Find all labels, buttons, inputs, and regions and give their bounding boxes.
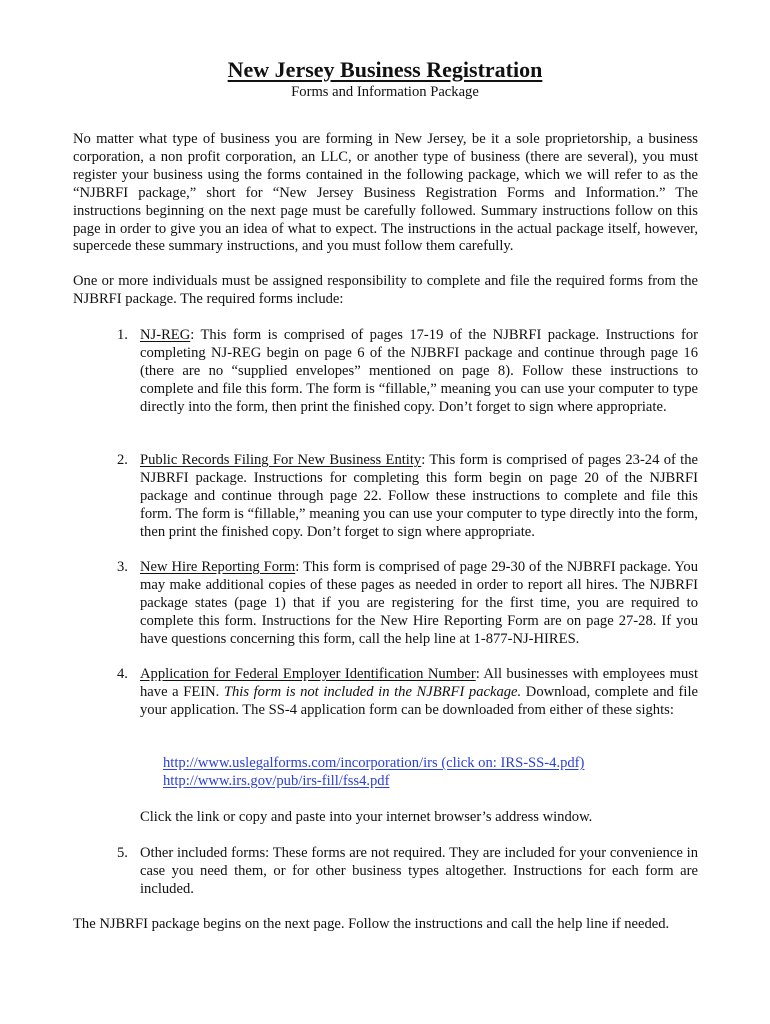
page-title: New Jersey Business Registration (227, 57, 543, 82)
responsibility-paragraph: One or more individuals must be assigned responsibility to complete and file the required forms from the NJBRFI package. The required forms include: (73, 273, 698, 307)
list-item-text: : All businesses with employees must have a FEIN. (140, 666, 698, 700)
page-subtitle: Forms and Information Package (291, 84, 479, 100)
form-name-nj-reg: NJ-REG (140, 327, 191, 343)
list-number: 3. (117, 559, 128, 575)
list-item-nj-reg (117, 327, 698, 417)
list-number: 1. (117, 327, 128, 343)
list-item-body (140, 666, 698, 720)
list-item-fein (117, 666, 698, 720)
list-number: 2. (117, 452, 128, 468)
form-name-fein: Application for Federal Employer Identification Number (140, 666, 476, 682)
uslegalforms-link[interactable]: http://www.uslegalforms.com/incorporation/irs (click on: IRS-SS-4.pdf) (163, 755, 585, 771)
list-item-body (140, 559, 698, 649)
list-item-new-hire (117, 559, 698, 649)
form-name-public-records: Public Records Filing For New Business Entity (140, 452, 422, 468)
form-name-new-hire: New Hire Reporting Form (140, 559, 296, 575)
list-item-body: Other included forms: These forms are not required. They are included for your convenience in case you need them, or for other business types altogether. Instructions for each form are included. (140, 845, 698, 897)
list-item-body (140, 327, 698, 417)
list-item-text: : This form is comprised of pages 23-24 of the NJBRFI package. Instructions for completing this form begin on page 20 of the NJBRFI package and continue through page 22. Follow these instructions to complete and file this form. The form is “fillable,” meaning you can use your computer to type directly into the form, then print the finished copy. Don’t forget to sign where appropriate. (140, 452, 698, 540)
irs-link[interactable]: http://www.irs.gov/pub/irs-fill/fss4.pdf (163, 772, 390, 789)
list-item-text: Download, complete and file your application. The SS-4 application form can be downloaded from either of these sights: (140, 683, 698, 718)
list-item-text: : This form is comprised of page 29-30 of the NJBRFI package. You may make additional copies of these pages as needed in order to report all hires. The NJBRFI package states (page 1) that if you are registering for the first time, you are required to complete this form. Instructions for the New Hire Reporting Form are on page 27-28. If you have questions concerning this form, call the help line at 1-877-NJ-HIRES. (140, 559, 698, 647)
list-item-public-records (117, 452, 698, 542)
list-number: 4. (117, 666, 128, 682)
list-item-note: This form is not included in the NJBRFI package. (223, 683, 522, 700)
list-item-other-forms (117, 845, 698, 899)
link-instruction: Click the link or copy and paste into your internet browser’s address window. (140, 809, 593, 825)
list-item-body (140, 452, 698, 542)
list-item-text: : This form is comprised of pages 17-19 of the NJBRFI package. Instructions for completing NJ-REG begin on page 6 of the NJBRFI package and continue through page 16 (there are no “supplied envelopes” mentioned on page 8). Follow these instructions to complete and file this form. The form is “fillable,” meaning you can use your computer to type directly into the form, then print the finished copy. Don’t forget to sign where appropriate. (140, 327, 698, 415)
download-links (163, 755, 584, 791)
list-number: 5. (117, 845, 128, 861)
intro-paragraph: No matter what type of business you are forming in New Jersey, be it a sole proprietorship, a business corporation, a non profit corporation, an LLC, or another type of business (there are several), you must register your business using the forms contained in the following package, which we will refer to as the “NJBRFI package,” short for “New Jersey Business Registration Forms and Information.” The instructions beginning on the next page must be carefully followed. Summary instructions follow on this page in order to give you an idea of what to expect. The instructions in the actual package itself, however, supercede these summary instructions, and you must follow them carefully. (73, 131, 698, 255)
closing-paragraph: The NJBRFI package begins on the next page. Follow the instructions and call the help line if needed. (73, 916, 670, 932)
